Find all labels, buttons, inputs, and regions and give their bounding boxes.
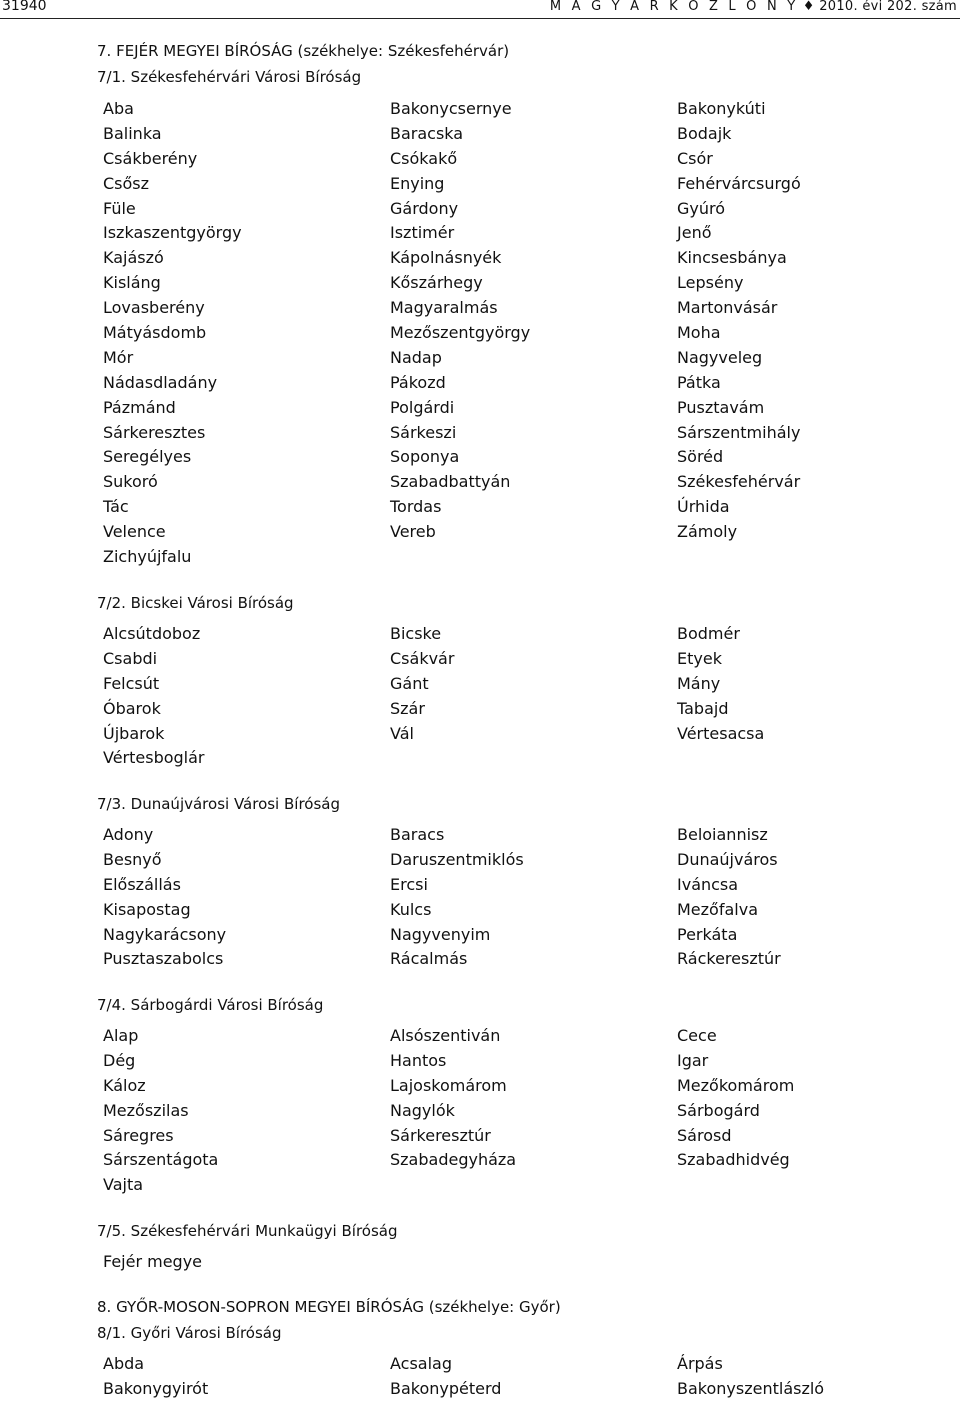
place-name: Dunaújváros <box>677 849 778 869</box>
place-name: Sárkeresztes <box>103 422 206 442</box>
place-name: Felcsút <box>103 673 160 693</box>
place-name: Mezőfalva <box>677 899 758 919</box>
place-list <box>103 622 953 771</box>
place-name: Zichyújfalu <box>103 547 192 567</box>
place-name: Lovasberény <box>103 298 205 318</box>
journal-title <box>550 0 957 14</box>
place-list <box>103 97 953 570</box>
place-name: Bakonykúti <box>677 99 766 118</box>
place-name: Alsószentiván <box>390 1026 501 1045</box>
page-header <box>0 0 960 20</box>
place-name: Martonvásár <box>677 298 778 318</box>
place-name: Etyek <box>677 648 722 668</box>
place-name: Sárszentmihály <box>677 422 801 442</box>
court-heading: 8/1. Győri Városi Bíróság <box>97 1324 282 1342</box>
place-name: Vajta <box>103 1175 144 1195</box>
county-heading: 8. GYŐR-MOSON-SOPRON MEGYEI BÍRÓSÁG (székhelye: Győr) <box>97 1298 561 1316</box>
place-name: Kápolnásnyék <box>390 248 502 268</box>
place-name: Mátyásdomb <box>103 323 207 343</box>
place-name: Nadap <box>390 347 442 367</box>
place-name: Bakonypéterd <box>390 1378 502 1398</box>
place-name: Iszkaszentgyörgy <box>103 223 242 243</box>
place-name: Pusztavám <box>677 397 765 417</box>
court-heading: 7/5. Székesfehérvári Munkaügyi Bíróság <box>97 1222 398 1240</box>
place-name: Velence <box>103 522 166 542</box>
place-name: Beloiannisz <box>677 825 768 844</box>
place-name: Csór <box>677 148 713 168</box>
place-name: Vereb <box>390 522 436 542</box>
place-name: Nagyveleg <box>677 347 763 367</box>
place-name: Szabadbattyán <box>390 472 511 492</box>
place-name: Bakonyszentlászló <box>677 1378 825 1398</box>
place-name: Sáregres <box>103 1125 174 1145</box>
place-name: Baracska <box>390 123 464 143</box>
place-name: Cece <box>677 1026 717 1045</box>
place-name: Sukoró <box>103 472 158 492</box>
place-name: Ercsi <box>390 874 428 894</box>
place-name: Kisapostag <box>103 899 191 919</box>
place-name: Gárdony <box>390 198 459 218</box>
place-name: Fejér megye <box>103 1252 203 1271</box>
place-name: Mány <box>677 673 721 693</box>
place-name: Igar <box>677 1050 709 1070</box>
place-name: Bakonygyirót <box>103 1378 209 1398</box>
place-name: Bakonycsernye <box>390 99 512 118</box>
place-name: Tác <box>103 497 129 517</box>
place-name: Rácalmás <box>390 949 468 969</box>
place-name: Szabadegyháza <box>390 1150 517 1170</box>
place-list <box>103 1024 953 1198</box>
place-name: Újbarok <box>103 723 165 743</box>
place-name: Székesfehérvár <box>677 472 801 492</box>
place-name: Baracs <box>390 825 445 844</box>
place-name: Gánt <box>390 673 429 693</box>
place-name: Csákberény <box>103 148 198 168</box>
place-name: Besnyő <box>103 849 162 869</box>
page-number: 31940 <box>2 0 47 14</box>
place-name: Bodmér <box>677 624 740 643</box>
place-name: Sárbogárd <box>677 1100 760 1120</box>
place-name: Kajászó <box>103 248 164 268</box>
place-name: Aba <box>103 99 134 118</box>
place-name: Pusztaszabolcs <box>103 949 224 969</box>
place-name: Soponya <box>390 447 460 467</box>
place-name: Sárosd <box>677 1125 732 1145</box>
place-name: Csabdi <box>103 648 158 668</box>
place-name: Tordas <box>390 497 442 517</box>
place-name: Ráckeresztúr <box>677 949 781 969</box>
place-name: Seregélyes <box>103 447 192 467</box>
place-name: Abda <box>103 1354 145 1373</box>
place-name: Csősz <box>103 173 150 193</box>
court-heading: 7/2. Bicskei Városi Bíróság <box>97 594 294 612</box>
place-name: Csókakő <box>390 148 458 168</box>
place-name: Lajoskomárom <box>390 1075 507 1095</box>
place-name: Tabajd <box>677 698 729 718</box>
place-name: Alcsútdoboz <box>103 624 201 643</box>
place-name: Gyúró <box>677 198 726 218</box>
place-name: Magyaralmás <box>390 298 498 318</box>
place-name: Bodajk <box>677 123 732 143</box>
place-name: Vértesacsa <box>677 723 765 743</box>
place-name: Előszállás <box>103 874 181 894</box>
place-name: Iváncsa <box>677 874 739 894</box>
place-name: Pázmánd <box>103 397 176 417</box>
place-name: Kisláng <box>103 273 161 293</box>
place-name: Mezőszentgyörgy <box>390 323 531 343</box>
place-name: Hantos <box>390 1050 447 1070</box>
place-name: Kincsesbánya <box>677 248 787 268</box>
place-name: Nagykarácsony <box>103 924 227 944</box>
place-name: Isztimér <box>390 223 455 243</box>
place-name: Acsalag <box>390 1354 453 1373</box>
place-name: Kulcs <box>390 899 432 919</box>
place-name: Nádasdladány <box>103 372 218 392</box>
place-name: Bicske <box>390 624 442 643</box>
place-name: Mezőkomárom <box>677 1075 795 1095</box>
place-name: Vál <box>390 723 414 743</box>
place-name: Fehérvárcsurgó <box>677 173 801 193</box>
place-list <box>103 1352 953 1402</box>
header-rule <box>0 18 960 19</box>
place-name: Szabadhidvég <box>677 1150 790 1170</box>
place-name: Sárszentágota <box>103 1150 219 1170</box>
place-name: Kőszárhegy <box>390 273 483 293</box>
place-name: Nagylók <box>390 1100 455 1120</box>
place-list <box>103 823 953 972</box>
place-name: Sárkeszi <box>390 422 457 442</box>
place-name: Óbarok <box>103 698 161 718</box>
place-name: Polgárdi <box>390 397 455 417</box>
place-name: Adony <box>103 825 154 844</box>
place-name: Balinka <box>103 123 162 143</box>
place-name: Dég <box>103 1050 136 1070</box>
place-name: Lepsény <box>677 273 744 293</box>
journal-name: M A G Y A R K Ö Z L Ö N Y <box>549 0 799 14</box>
place-name: Perkáta <box>677 924 738 944</box>
place-name: Vértesboglár <box>103 748 205 768</box>
bullet-icon: ♦ <box>802 0 815 14</box>
court-heading: 7/1. Székesfehérvári Városi Bíróság <box>97 68 362 86</box>
place-name: Úrhida <box>677 497 730 517</box>
place-name: Szár <box>390 698 425 718</box>
place-name: Káloz <box>103 1075 146 1095</box>
court-heading: 7/4. Sárbogárdi Városi Bíróság <box>97 996 324 1014</box>
place-name: Enying <box>390 173 445 193</box>
court-heading: 7/3. Dunaújvárosi Városi Bíróság <box>97 795 340 813</box>
issue-label: 2010. évi 202. szám <box>819 0 957 14</box>
place-name: Moha <box>677 323 721 343</box>
place-name: Alap <box>103 1026 139 1045</box>
place-name: Zámoly <box>677 522 738 542</box>
place-name: Sárkeresztúr <box>390 1125 491 1145</box>
place-list <box>103 1250 953 1275</box>
place-name: Füle <box>103 198 136 218</box>
place-name: Nagyvenyim <box>390 924 491 944</box>
place-name: Pákozd <box>390 372 446 392</box>
place-name: Árpás <box>677 1354 723 1373</box>
place-name: Daruszentmiklós <box>390 849 524 869</box>
place-name: Jenő <box>677 223 712 243</box>
place-name: Csákvár <box>390 648 455 668</box>
place-name: Pátka <box>677 372 721 392</box>
place-name: Mezőszilas <box>103 1100 189 1120</box>
place-name: Mór <box>103 347 134 367</box>
place-name: Söréd <box>677 447 724 467</box>
county-heading: 7. FEJÉR MEGYEI BÍRÓSÁG (székhelye: Székesfehérvár) <box>97 42 510 60</box>
